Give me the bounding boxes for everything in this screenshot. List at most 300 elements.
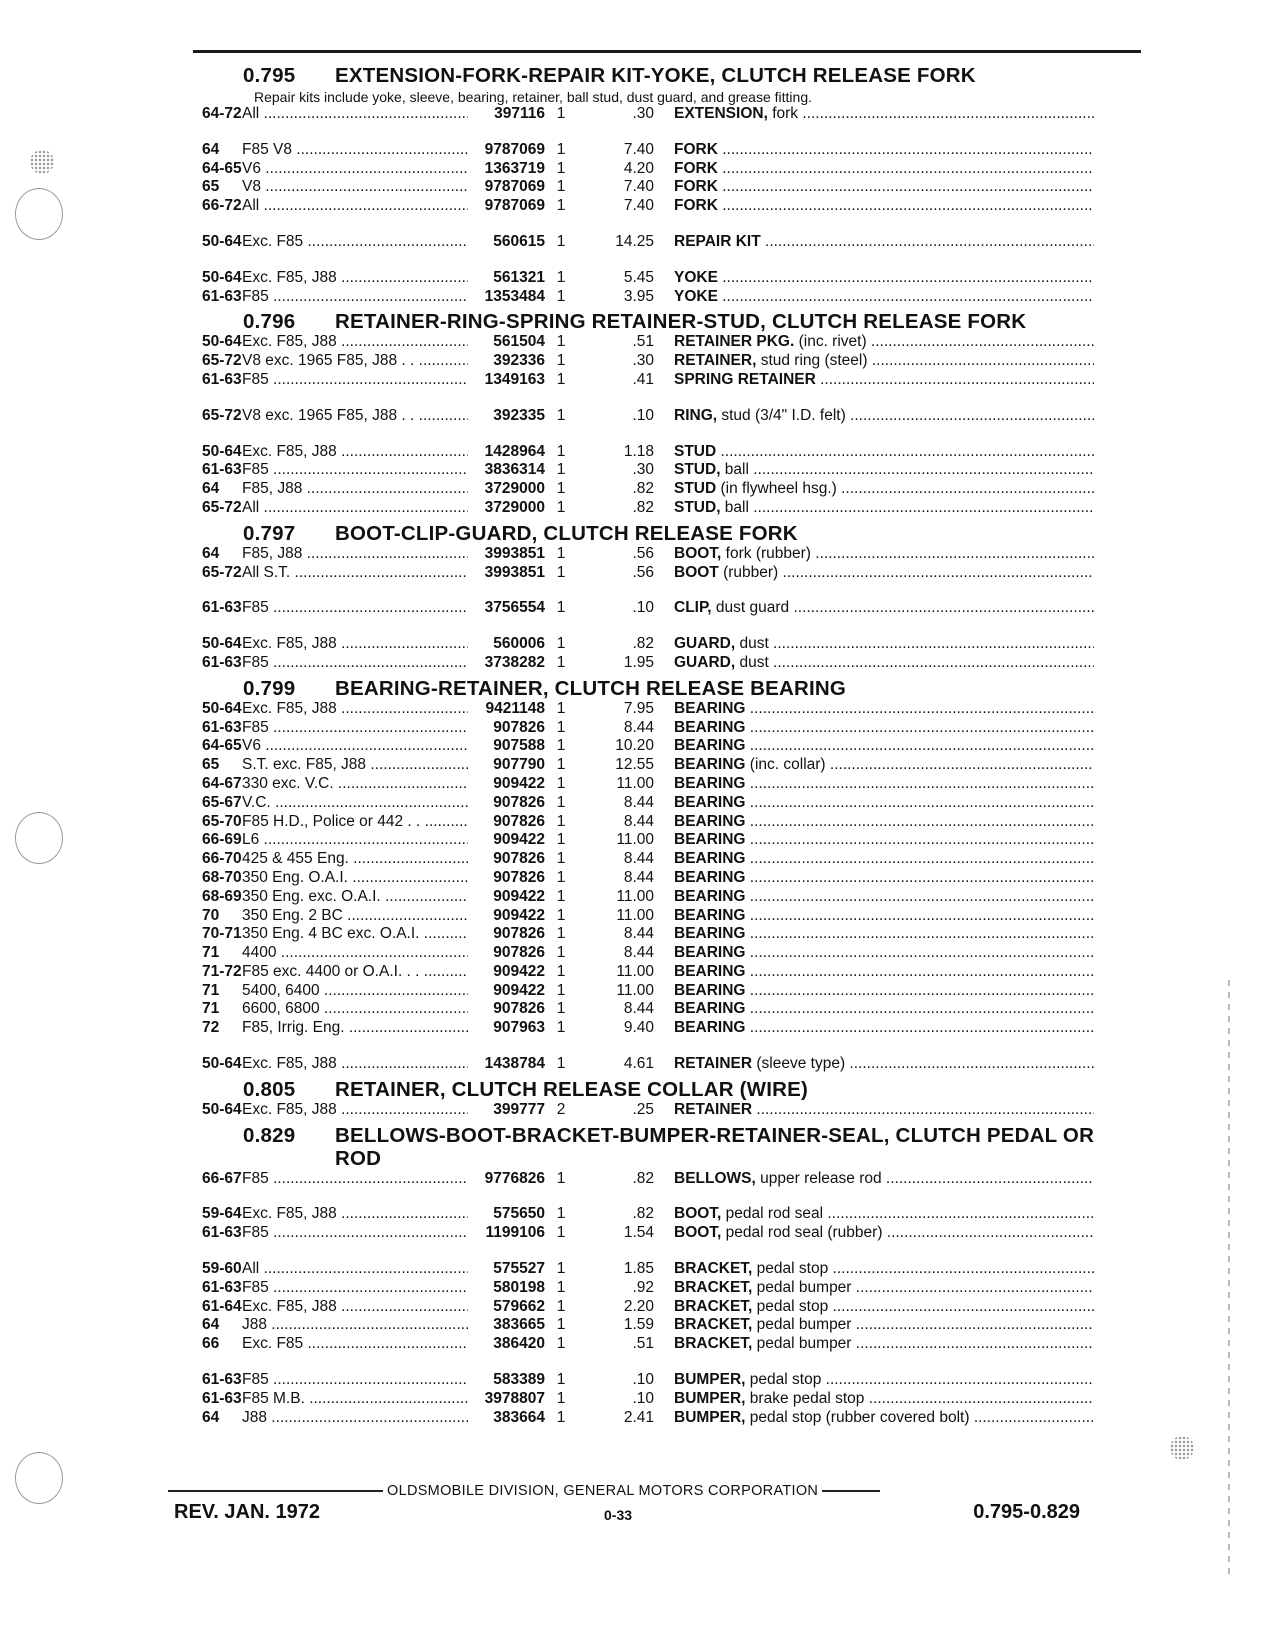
price: .10 <box>632 406 654 424</box>
model-years: 64-72 <box>202 105 242 122</box>
footer-group-range: 0.795-0.829 <box>973 1501 1080 1523</box>
part-row <box>180 407 1142 426</box>
price: 4.61 <box>623 1055 654 1073</box>
model-years: 61-63 <box>202 599 242 617</box>
price: 4.20 <box>623 159 654 177</box>
part-detail: pedal stop <box>752 1297 829 1315</box>
part-name: BELLOWS, <box>674 1169 756 1187</box>
quantity: 1 <box>556 850 566 868</box>
model-years: 68-69 <box>202 887 242 905</box>
quantity: 1 <box>556 1316 566 1334</box>
part-name: BEARING <box>674 1019 746 1037</box>
price: 11.00 <box>616 774 654 792</box>
application: 5400, 6400 ..... <box>242 982 468 1001</box>
quantity: 1 <box>556 925 566 943</box>
model-years: 71 <box>202 981 220 999</box>
section-title: BOOT-CLIP-GUARD, CLUTCH RELEASE FORK <box>335 521 798 545</box>
price: 8.44 <box>623 1000 654 1018</box>
part-name: STUD <box>674 442 717 460</box>
application: All ..... <box>242 1260 468 1279</box>
part-number: 907826 <box>493 944 545 962</box>
part-detail: ball <box>720 461 749 479</box>
price: .56 <box>632 563 654 581</box>
quantity: 1 <box>556 1371 566 1389</box>
application: V8 exc. 1965 F85, J88 . . ..... <box>242 407 468 426</box>
section-heading <box>180 1078 1142 1101</box>
part-group <box>180 1371 1142 1427</box>
part-name: BUMPER, <box>674 1389 746 1407</box>
part-description <box>674 869 1094 888</box>
model-years: 50-64 <box>202 1100 242 1118</box>
part-row <box>180 737 1142 756</box>
part-name: BUMPER, <box>674 1371 746 1389</box>
application: Exc. F85, J88 ..... <box>242 1055 468 1074</box>
part-row <box>180 775 1142 794</box>
model-years: 65-72 <box>202 406 242 424</box>
part-row <box>180 1298 1142 1317</box>
catalog-section <box>180 310 1142 517</box>
part-number: 560615 <box>493 232 545 250</box>
application: V8 exc. 1965 F85, J88 . . ..... <box>242 352 468 371</box>
part-number: 3993851 <box>484 563 545 581</box>
part-name: YOKE <box>674 268 718 286</box>
part-number: 3738282 <box>484 653 545 671</box>
price: 3.95 <box>623 287 654 305</box>
quantity: 1 <box>556 287 566 305</box>
application: 350 Eng. 4 BC exc. O.A.I. ..... <box>242 925 468 944</box>
quantity: 1 <box>556 1408 566 1426</box>
application: F85, J88 ..... <box>242 545 468 564</box>
part-name: BEARING <box>674 737 746 755</box>
model-years: 50-64 <box>202 268 242 286</box>
part-description <box>674 794 1094 813</box>
price: .10 <box>632 1389 654 1407</box>
price: 11.00 <box>616 962 654 980</box>
part-detail: (inc. rivet) <box>794 333 867 351</box>
quantity: 1 <box>556 812 566 830</box>
part-number: 383665 <box>493 1316 545 1334</box>
price: 8.44 <box>623 718 654 736</box>
application: F85 M.B. ..... <box>242 1390 468 1409</box>
section-heading <box>180 64 1142 87</box>
part-detail: pedal stop <box>752 1260 829 1278</box>
part-row <box>180 1260 1142 1279</box>
section-number: 0.799 <box>243 676 296 700</box>
part-name: BEARING <box>674 981 746 999</box>
part-description <box>674 982 1094 1001</box>
quantity: 1 <box>556 461 566 479</box>
application: F85 H.D., Police or 442 . . ..... <box>242 813 468 832</box>
part-name: BOOT, <box>674 544 722 562</box>
model-years: 64-67 <box>202 774 242 792</box>
part-name: RETAINER PKG. <box>674 333 795 351</box>
price: .10 <box>632 1371 654 1389</box>
quantity: 1 <box>556 793 566 811</box>
part-name: RETAINER <box>674 1055 753 1073</box>
part-row <box>180 461 1142 480</box>
price: 8.44 <box>623 812 654 830</box>
footer-division: OLDSMOBILE DIVISION, GENERAL MOTORS CORPORATION <box>387 1483 819 1499</box>
part-number: 1353484 <box>484 287 545 305</box>
quantity: 1 <box>556 635 566 653</box>
part-description <box>674 545 1094 564</box>
part-name: BEARING <box>674 718 746 736</box>
quantity: 1 <box>556 140 566 158</box>
part-description <box>674 352 1094 371</box>
price: .82 <box>632 480 654 498</box>
part-name: BRACKET, <box>674 1316 753 1334</box>
part-description <box>674 333 1094 352</box>
part-name: BEARING <box>674 906 746 924</box>
model-years: 65-72 <box>202 352 242 370</box>
part-number: 3729000 <box>484 498 545 516</box>
model-years: 61-63 <box>202 1278 242 1296</box>
part-number: 392336 <box>493 352 545 370</box>
price: .30 <box>632 352 654 370</box>
quantity: 1 <box>556 352 566 370</box>
price: 1.18 <box>623 442 654 460</box>
part-group <box>180 141 1142 216</box>
part-description <box>674 1279 1094 1298</box>
part-detail: pedal bumper <box>752 1316 852 1334</box>
part-name: BEARING <box>674 944 746 962</box>
part-description <box>674 599 1094 618</box>
model-years: 65 <box>202 178 220 196</box>
part-row <box>180 545 1142 564</box>
part-number: 9421148 <box>485 699 545 717</box>
model-years: 66-72 <box>202 197 242 215</box>
price: .92 <box>632 1278 654 1296</box>
part-name: BOOT, <box>674 1224 722 1242</box>
binder-hole <box>15 1452 63 1504</box>
part-group <box>180 407 1142 426</box>
part-number: 9787069 <box>484 197 545 215</box>
quantity: 1 <box>556 756 566 774</box>
model-years: 70 <box>202 906 220 924</box>
part-description <box>674 1316 1094 1335</box>
catalog-section <box>180 1124 1142 1428</box>
part-number: 909422 <box>493 981 545 999</box>
model-years: 50-64 <box>202 333 242 351</box>
part-detail: pedal bumper <box>752 1335 852 1353</box>
part-row <box>180 719 1142 738</box>
part-row <box>180 635 1142 654</box>
quantity: 1 <box>556 1297 566 1315</box>
part-number: 1363719 <box>484 159 545 177</box>
part-group <box>180 1170 1142 1189</box>
part-number: 907826 <box>493 1000 545 1018</box>
part-detail: stud ring (steel) <box>756 352 868 370</box>
quantity: 1 <box>556 370 566 388</box>
section-number: 0.829 <box>243 1123 296 1147</box>
price: .82 <box>632 1205 654 1223</box>
section-title: BELLOWS-BOOT-BRACKET-BUMPER-RETAINER-SEAL, CLUTCH PEDAL OR ROD <box>335 1123 1095 1170</box>
model-years: 64 <box>202 140 220 158</box>
part-row <box>180 599 1142 618</box>
model-years: 72 <box>202 1019 220 1037</box>
part-description <box>674 1000 1094 1019</box>
section-title: RETAINER, CLUTCH RELEASE COLLAR (WIRE) <box>335 1077 809 1101</box>
quantity: 1 <box>556 906 566 924</box>
part-row <box>180 1390 1142 1409</box>
part-description <box>674 1298 1094 1317</box>
part-description <box>674 1170 1094 1189</box>
parts-list <box>180 60 1142 1427</box>
model-years: 66-70 <box>202 850 242 868</box>
application: Exc. F85, J88 ..... <box>242 1101 468 1120</box>
part-name: FORK <box>674 140 718 158</box>
part-row <box>180 1205 1142 1224</box>
part-row <box>180 1279 1142 1298</box>
model-years: 61-63 <box>202 461 242 479</box>
quantity: 1 <box>556 962 566 980</box>
quantity: 1 <box>556 232 566 250</box>
part-name: FORK <box>674 178 718 196</box>
part-description <box>674 1409 1094 1428</box>
catalog-section <box>180 1078 1142 1120</box>
part-row <box>180 963 1142 982</box>
application: Exc. F85, J88 ..... <box>242 333 468 352</box>
price: .10 <box>632 599 654 617</box>
price: 11.00 <box>616 981 654 999</box>
part-description <box>674 925 1094 944</box>
part-detail: dust <box>735 653 769 671</box>
part-description <box>674 1260 1094 1279</box>
price: .25 <box>632 1100 654 1118</box>
part-detail: pedal stop <box>745 1371 822 1389</box>
part-row <box>180 1019 1142 1038</box>
quantity: 1 <box>556 1055 566 1073</box>
part-row <box>180 499 1142 518</box>
price: 8.44 <box>623 944 654 962</box>
price: 7.40 <box>623 140 654 158</box>
part-group <box>180 635 1142 673</box>
part-detail: ball <box>720 498 749 516</box>
top-rule <box>193 50 1141 53</box>
quantity: 1 <box>556 105 566 122</box>
part-number: 383664 <box>493 1408 545 1426</box>
part-detail: (in flywheel hsg.) <box>716 480 837 498</box>
quantity: 1 <box>556 1335 566 1353</box>
part-number: 9787069 <box>484 178 545 196</box>
part-description <box>674 813 1094 832</box>
section-number: 0.797 <box>243 521 296 545</box>
section-heading <box>180 1124 1142 1170</box>
footer-rule <box>822 1490 880 1492</box>
model-years: 50-64 <box>202 1055 242 1073</box>
quantity: 1 <box>556 480 566 498</box>
quantity: 1 <box>556 981 566 999</box>
price: 8.44 <box>623 868 654 886</box>
model-years: 61-63 <box>202 1389 242 1407</box>
section-heading <box>180 677 1142 700</box>
model-years: 50-64 <box>202 699 242 717</box>
application: V6 ..... <box>242 737 468 756</box>
part-row <box>180 333 1142 352</box>
application: F85 ..... <box>242 1170 468 1189</box>
footer-rule <box>168 1490 383 1492</box>
quantity: 1 <box>556 197 566 215</box>
application: F85 ..... <box>242 719 468 738</box>
part-description <box>674 288 1094 307</box>
section-heading <box>180 522 1142 545</box>
application: Exc. F85, J88 ..... <box>242 1298 468 1317</box>
quantity: 1 <box>556 1169 566 1187</box>
section-heading <box>180 310 1142 333</box>
part-group <box>180 1055 1142 1074</box>
application: All ..... <box>242 499 468 518</box>
section-title: RETAINER-RING-SPRING RETAINER-STUD, CLUTCH RELEASE FORK <box>335 310 1027 334</box>
part-number: 909422 <box>493 906 545 924</box>
application: S.T. exc. F85, J88 ..... <box>242 756 468 775</box>
part-name: BEARING <box>674 812 746 830</box>
model-years: 61-64 <box>202 1297 242 1315</box>
part-description <box>674 1335 1094 1354</box>
part-detail: fork (rubber) <box>721 544 811 562</box>
part-row <box>180 1371 1142 1390</box>
price: .82 <box>632 498 654 516</box>
quantity: 1 <box>556 268 566 286</box>
price: 7.95 <box>623 699 654 717</box>
part-description <box>674 564 1094 583</box>
part-name: BUMPER, <box>674 1408 746 1426</box>
price: 11.00 <box>616 906 654 924</box>
quantity: 1 <box>556 887 566 905</box>
quantity: 1 <box>556 944 566 962</box>
part-name: GUARD, <box>674 635 736 653</box>
part-group <box>180 700 1142 1038</box>
part-description <box>674 1101 1094 1120</box>
model-years: 50-64 <box>202 635 242 653</box>
application: J88 ..... <box>242 1316 468 1335</box>
part-description <box>674 499 1094 518</box>
part-name: GUARD, <box>674 653 736 671</box>
price: 9.40 <box>623 1019 654 1037</box>
part-detail: upper release rod <box>755 1169 882 1187</box>
part-name: SPRING RETAINER <box>674 370 816 388</box>
application: F85 ..... <box>242 1371 468 1390</box>
part-number: 907588 <box>493 737 545 755</box>
part-number: 909422 <box>493 831 545 849</box>
application: F85 ..... <box>242 288 468 307</box>
application: 425 & 455 Eng. ..... <box>242 850 468 869</box>
price: 11.00 <box>616 887 654 905</box>
part-description <box>674 700 1094 719</box>
part-name: STUD <box>674 480 717 498</box>
part-number: 3978807 <box>484 1389 545 1407</box>
part-number: 907790 <box>493 756 545 774</box>
application: Exc. F85 ..... <box>242 233 468 252</box>
part-row <box>180 1316 1142 1335</box>
part-row <box>180 371 1142 390</box>
model-years: 68-70 <box>202 868 242 886</box>
part-description <box>674 635 1094 654</box>
part-row <box>180 850 1142 869</box>
model-years: 64 <box>202 1316 220 1334</box>
model-years: 61-63 <box>202 287 242 305</box>
price: 10.20 <box>615 737 654 755</box>
price: 12.55 <box>615 756 654 774</box>
model-years: 61-63 <box>202 653 242 671</box>
application: Exc. F85, J88 ..... <box>242 1205 468 1224</box>
application: J88 ..... <box>242 1409 468 1428</box>
part-description <box>674 888 1094 907</box>
price: 2.41 <box>623 1408 654 1426</box>
part-name: BEARING <box>674 1000 746 1018</box>
part-description <box>674 407 1094 426</box>
model-years: 65-67 <box>202 793 242 811</box>
part-detail: (sleeve type) <box>752 1055 846 1073</box>
application: 4400 ..... <box>242 944 468 963</box>
part-row <box>180 288 1142 307</box>
price: 8.44 <box>623 925 654 943</box>
price: 11.00 <box>616 831 654 849</box>
model-years: 71 <box>202 1000 220 1018</box>
part-group <box>180 1101 1142 1120</box>
section-number: 0.805 <box>243 1077 296 1101</box>
part-description <box>674 775 1094 794</box>
part-row <box>180 907 1142 926</box>
part-description <box>674 1390 1094 1409</box>
part-description <box>674 178 1094 197</box>
part-number: 583389 <box>493 1371 545 1389</box>
part-number: 907826 <box>493 850 545 868</box>
part-number: 575650 <box>493 1205 545 1223</box>
application: F85 V8 ..... <box>242 141 468 160</box>
model-years: 61-63 <box>202 718 242 736</box>
part-description <box>674 443 1094 462</box>
price: 14.25 <box>615 232 654 250</box>
part-description <box>674 197 1094 216</box>
part-row <box>180 700 1142 719</box>
part-row <box>180 925 1142 944</box>
application: 6600, 6800 ..... <box>242 1000 468 1019</box>
model-years: 66 <box>202 1335 220 1353</box>
part-row <box>180 1335 1142 1354</box>
model-years: 59-64 <box>202 1205 242 1223</box>
part-description <box>674 944 1094 963</box>
model-years: 50-64 <box>202 442 242 460</box>
part-row <box>180 888 1142 907</box>
price: 1.95 <box>623 653 654 671</box>
price: 7.40 <box>623 197 654 215</box>
footer-page-number: 0-33 <box>604 1507 633 1523</box>
quantity: 1 <box>556 442 566 460</box>
part-number: 580198 <box>493 1278 545 1296</box>
part-row <box>180 564 1142 583</box>
part-description <box>674 719 1094 738</box>
quantity: 1 <box>556 159 566 177</box>
quantity: 1 <box>556 544 566 562</box>
application: F85, Irrig. Eng. ..... <box>242 1019 468 1038</box>
part-row <box>180 105 1142 124</box>
part-number: 560006 <box>493 635 545 653</box>
part-description <box>674 269 1094 288</box>
quantity: 1 <box>556 1205 566 1223</box>
price: .41 <box>632 370 654 388</box>
price: 8.44 <box>623 850 654 868</box>
quantity: 1 <box>556 868 566 886</box>
part-number: 579662 <box>493 1297 545 1315</box>
part-number: 386420 <box>493 1335 545 1353</box>
model-years: 66-67 <box>202 1169 242 1187</box>
application: All ..... <box>242 105 468 124</box>
part-number: 1438784 <box>484 1055 545 1073</box>
price: .30 <box>632 461 654 479</box>
part-number: 3993851 <box>484 544 545 562</box>
part-row <box>180 831 1142 850</box>
part-number: 9776826 <box>484 1169 545 1187</box>
